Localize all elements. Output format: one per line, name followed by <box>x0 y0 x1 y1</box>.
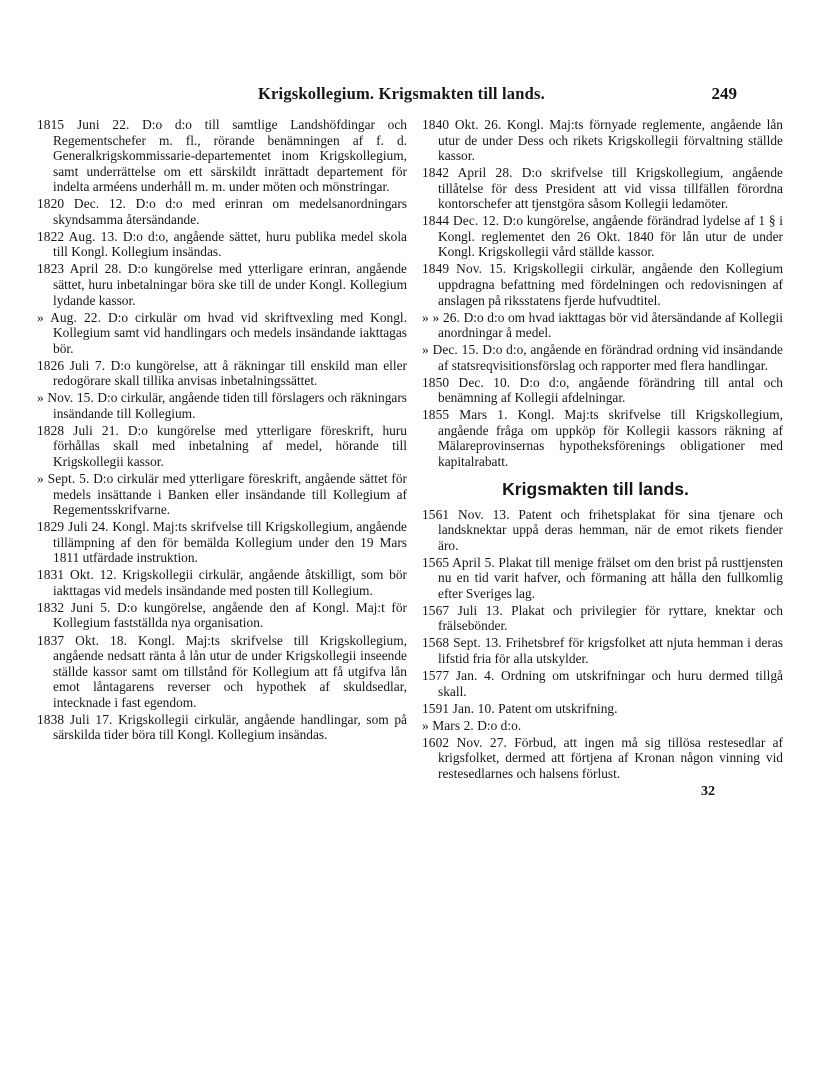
entry <box>37 196 407 227</box>
entry-text: D:o cirkulär, angående tiden till förslagers och räkningars insändande till Kollegium. <box>53 390 408 421</box>
entry <box>37 117 407 195</box>
entry-date: 1591 Jan. 10. <box>422 700 495 716</box>
entry-date: 1855 Mars 1. <box>422 407 508 423</box>
entry <box>37 390 407 421</box>
entry <box>422 555 783 602</box>
entry-text: D:o d:o, angående en förändrad ordning vid insändande af statsreqvisitionsförslag och rapporter med flera handlingar. <box>438 342 783 373</box>
entry <box>37 600 407 631</box>
entry <box>422 261 783 308</box>
entry-text: Förbud, att ingen må sig tillösa restesedlar af krigsfolket, dermed att förtjena af Kronan någon vinning vid restesedlarnes och halsens förlust. <box>438 734 783 781</box>
entry-date: » Nov. 15. <box>37 390 94 406</box>
entry-text: Plakat till menige frälset om den brist på rusttjensten nu en tid varit hafver, och förmaning att hålla den fullkomlig efter Sveriges lag. <box>438 554 783 601</box>
entry-date: 1849 Nov. 15. <box>422 261 507 277</box>
entry <box>37 633 407 711</box>
entry-text: D:o cirkulär om hvad vid skriftvexling med Kongl. Kollegium samt vid handlingars och medels insändande iakttagas bör. <box>53 309 407 356</box>
entry-text: D:o kungörelse, att å räkningar till enskild man eller redogörare skall tillika anvisas inbetalningssättet. <box>53 357 407 389</box>
entry-date: 1815 Juni 22. <box>37 117 130 132</box>
page-number: 249 <box>711 84 737 103</box>
entry-date: 1838 Juli 17. <box>37 711 113 727</box>
entry-date: » Mars 2. <box>422 717 474 733</box>
entry <box>422 635 783 666</box>
entry <box>422 668 783 699</box>
entry <box>37 358 407 389</box>
entry-date: 1820 Dec. 12. <box>37 196 127 212</box>
entry-text: Plakat och privilegier för ryttare, knektar och frälsebönder. <box>438 602 783 634</box>
entry-text: D:o d:o, angående förändring till antal och benämning af Kollegii afdelningar. <box>438 374 783 406</box>
entry-text: D:o d:o, angående sättet, huru publika medel skola till Kongl. Kollegium insändas. <box>53 228 407 260</box>
entry-text: D:o d:o om hvad iakttagas bör vid återsändande af Kollegii anordningar å medel. <box>438 309 783 341</box>
entry-text: Krigskollegii cirkulär, angående åtskilligt, som bör iakttagas vid medels insändande med posten till Kollegium. <box>53 567 407 598</box>
entry-date: 1844 Dec. 12. <box>422 213 500 229</box>
signature-mark: 32 <box>701 784 715 800</box>
entry-text: Kongl. Maj:ts förnyade reglemente, angående lån utur de under Dess och rikets Krigskollegii förvaltning ställde kassor. <box>438 117 783 164</box>
entry-date: 1823 April 28. <box>37 261 122 277</box>
entry-date: » Sept. 5. <box>37 471 90 487</box>
entry-date: 1850 Dec. 10. <box>422 374 511 390</box>
entry <box>422 375 783 406</box>
entry-text: D:o skrifvelse till Krigskollegium, angående tillåtelse för dess President att vid vissa tillfällen förordna kontorschefer att tjenstgöra såsom Kollegii ledamöter. <box>438 165 783 212</box>
entry-text: Krigskollegii cirkulär, angående den Kollegium uppdragna befattning med fördelningen och redovisningen af anslagen på riksstatens fjerde hufvudtitel. <box>438 261 783 308</box>
entry-date: 1829 Juli 24. <box>37 519 109 535</box>
entry-date: 1828 Juli 21. <box>37 422 119 438</box>
entry <box>422 701 783 717</box>
right-column <box>422 117 783 800</box>
entry-date: 1842 April 28. <box>422 165 513 181</box>
entry <box>422 117 783 164</box>
entry <box>37 712 407 743</box>
entry-text: Frihetsbref för krigsfolket att njuta hemman i deras lifstid fria för alla utskylder. <box>438 635 783 666</box>
entry-date: » » 26. <box>422 309 461 325</box>
entry-date: » Dec. 15. <box>422 342 479 358</box>
entry <box>422 603 783 634</box>
entry-date: 1840 Okt. 26. <box>422 117 502 132</box>
entry-text: D:o cirkulär med ytterligare föreskrift, angående sättet för medels insättande i Banken eller insändande till Kollegium af Regementsskrifvarne. <box>53 471 407 518</box>
entry-date: 1832 Juni 5. <box>37 599 111 615</box>
entry <box>422 342 783 373</box>
page-header <box>0 84 840 110</box>
entry <box>422 310 783 341</box>
entry-text: Patent om utskrifning. <box>498 700 618 716</box>
entry <box>422 718 783 734</box>
entry-text: Kongl. Maj:ts skrifvelse till Krigskollegium, angående tillämpning af den för bemälda Kollegium under den 19 Mars 1811 utfärdade instruktion. <box>53 519 407 566</box>
left-column <box>37 117 407 744</box>
entry-text: D:o kungörelse med ytterligare erinran, angående sättet, huru inbetalningar böra ske till de under Kongl. Kollegium lydande kassor. <box>53 261 407 308</box>
entry-date: 1822 Aug. 13. <box>37 228 118 244</box>
entry <box>37 261 407 308</box>
entry <box>37 519 407 566</box>
entry-text: D:o d:o till samtlige Landshöfdingar och Regementschefer m. fl., rörande benämningen af f. d. Generalkrigskommissarie-departementet inom Krigskollegium, samt underrättelse om ett särskildt inrättadt departement för indelta arméens underhåll m. m. under möten och mönstringar. <box>53 117 407 195</box>
entry-text: D:o kungörelse med ytterligare föreskrift, huru förhållas skall med inbetalning af medel, hörande till Krigskollegii kassor. <box>53 422 407 469</box>
entry-text: Patent och frihetsplakat för sina tjenare och landsknektar uppå deras hemman, när de emot rikets fiender äro. <box>438 506 783 553</box>
section-heading: Krigsmakten till lands. <box>502 478 689 499</box>
entry-text: D:o kungörelse, angående förändrad lydelse af 1 § i Kongl. reglementet den 26 Okt. 1840 för lån utur de under Kongl. Krigskollegii vård ställde kassor. <box>438 213 783 260</box>
entry-text: D:o d:o. <box>477 717 522 733</box>
entry-date: » Aug. 22. <box>37 309 102 325</box>
entry-date: 1565 April 5. <box>422 554 495 570</box>
entry <box>37 567 407 598</box>
entry-text: D:o d:o med erinran om medelsanordningars skyndsamma återsändande. <box>53 196 408 227</box>
entry-date: 1568 Sept. 13. <box>422 635 502 651</box>
entry <box>422 407 783 469</box>
entry <box>422 213 783 260</box>
entry-text: Kongl. Maj:ts skrifvelse till Krigskollegium, angående nedsatt ränta å lån utur de under Krigskollegii inseende ställde kassor samt om tillstånd för Kollegium att få utgifva lån emot låntagarens reverser och hypothek af skuldsedlar, intecknade i fast egendom. <box>53 632 407 710</box>
entry <box>37 310 407 357</box>
entry <box>422 507 783 554</box>
entry <box>37 423 407 470</box>
entry-date: 1567 Juli 13. <box>422 602 503 618</box>
entry <box>422 735 783 782</box>
entry-date: 1577 Jan. 4. <box>422 668 495 683</box>
entry-text: Krigskollegii cirkulär, angående handlingar, som på särskilda tider böra till Kongl. Kollegium insändas. <box>53 711 407 743</box>
running-title: Krigskollegium. Krigsmakten till lands. <box>258 84 545 103</box>
entry-text: Kongl. Maj:ts skrifvelse till Krigskollegium, angående fråga om uppköp för Kollegii kassors räkning af Mälareprovinsernas hypotheksförenings obligationer med kapitalrabatt. <box>438 407 783 469</box>
entry <box>422 165 783 212</box>
entry-text: Ordning om utskrifningar och huru dermed tillgå skall. <box>438 668 783 699</box>
entry-date: 1831 Okt. 12. <box>37 567 117 583</box>
entry <box>37 471 407 518</box>
entry-date: 1602 Nov. 27. <box>422 734 507 750</box>
entry <box>37 229 407 260</box>
entry-date: 1837 Okt. 18. <box>37 632 128 648</box>
entry-date: 1826 Juli 7. <box>37 357 106 373</box>
entry-date: 1561 Nov. 13. <box>422 506 510 522</box>
entry-text: D:o kungörelse, angående den af Kongl. Maj:t för Kollegium fastställda nya organisation. <box>53 599 407 631</box>
